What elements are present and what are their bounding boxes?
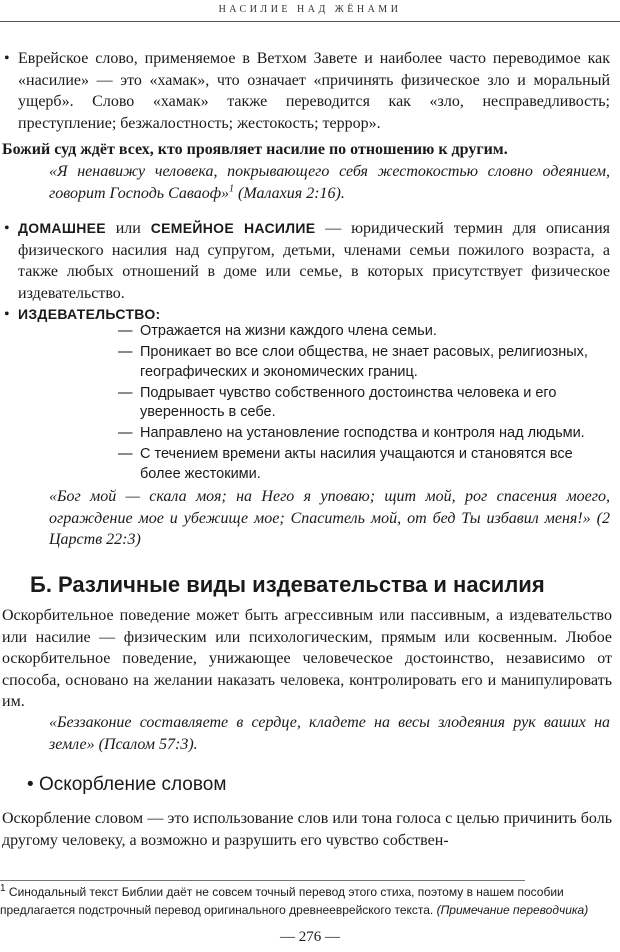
domestic-violence-paragraph [4,218,610,304]
footnote-text: Синодальный текст Библии даёт не совсем точный перевод этого стиха, поэтому в нашем пособии предлагается подстрочный перевод оригинального древнееврейского текста. [0,885,564,917]
bullet-icon: • [4,50,10,67]
dash-icon: — [118,384,133,401]
abuse-list [118,322,612,486]
running-head: НАСИЛИЕ НАД ЖЁНАМИ [218,4,402,15]
section-b-title: Б. Различные виды издевательства и насилия [30,572,545,597]
verbal-abuse-subtitle [27,774,226,796]
page-number: — 276 — [280,929,340,945]
list-item: — Отражается на жизни каждого члена семьи. [118,322,612,342]
malachi-quote-ref: (Малахия 2:16) [234,184,341,202]
section-b-paragraph: Оскорбительное поведение может быть агрессивным или пассивным, а издевательство или насилие — физическим или психологическим, прямым или косвенным. Любое оскорбительное поведение, унижающее человеческое достоинство, независимо от способа, основано на желании наказать человека, контролировать его и манипулировать им. [2,607,612,710]
list-item: — Направлено на установление господства и контроля над людьми. [118,424,612,444]
hebrew-word-text: Еврейское слово, применяемое в Ветхом Завете и наиболее часто переводимое как «насилие» — это «хамак», что означает «причинять физическое зло и моральный ущерб». Слово «хамак» также переводится как «зло, несправедливость; преступление; безжалостность; жестокость; террор». [18,50,610,132]
header-rule [0,21,620,22]
bullet-icon: • [4,306,10,323]
samuel-quote [49,486,610,551]
hebrew-word-paragraph [4,48,610,134]
translator-note: (Примечание переводчика) [436,902,589,917]
domestic-connector: или [105,220,151,237]
list-item: — Проникает во все слои общества, не знает расовых, религиозных, географических и экономических границ. [118,344,588,380]
dash-icon: — [118,446,133,462]
bullet-icon: • [4,220,10,237]
footnote-rule [0,880,525,881]
dash-icon: — [118,344,133,360]
judgment-line: Божий суд ждёт всех, кто проявляет насилие по отношению к другим. [2,141,508,158]
dash-icon: — [118,425,133,441]
footnote-mark: 1 [229,183,235,195]
psalm-quote-ref: (Псалом 57:3) [94,735,194,753]
samuel-quote-text: «Бог мой — скала моя; на Него я уповаю; щит мой, рог спасения моего, ограждение мое и убежище мое; Спаситель мой, от бед Ты избавил меня!» [49,488,610,527]
list-item: — С течением времени акты насилия учащаются и становятся все более жестокими. [118,446,573,482]
malachi-quote-text: «Я ненавижу человека, покрывающего себя жестокостью словно одеянием, говорит Господь Саваоф» [49,163,610,202]
footnote [0,884,612,919]
abuse-heading: ИЗДЕВАТЕЛЬСТВО: [18,306,161,322]
malachi-quote [49,161,610,204]
verbal-abuse-paragraph: Оскорбление словом — это использование слов или тона голоса с целью причинить боль другому человеку, а возможно и разрушить его чувство собствен- [2,810,612,849]
psalm-quote-text: «Беззаконие составляете в сердце, кладете на весы злодеяния рук ваших на земле» [49,714,610,753]
domestic-term: ДОМАШНЕЕ [18,220,106,236]
samuel-quote-ref: (2 Царств 22:3) [49,509,610,548]
footnote-number: 1 [0,883,6,894]
domestic-definition: — юридический термин для описания физического насилия над супругом, детьми, членами семьи пожилого возраста, а также любых отношений в доме или семье, в которых присутствует физическое издевательство. [18,220,611,302]
malachi-quote-end: . [340,184,345,202]
list-item: — Подрывает чувство собственного достоинства человека и его уверенность в себе. [118,384,557,420]
psalm-quote-end: . [193,735,198,753]
verbal-abuse-title: Оскорбление словом [38,774,227,795]
dash-icon: — [118,323,133,339]
bullet-icon: • [27,774,34,795]
family-violence-term: СЕМЕЙНОЕ НАСИЛИЕ [150,220,316,236]
psalm-quote [49,712,610,755]
